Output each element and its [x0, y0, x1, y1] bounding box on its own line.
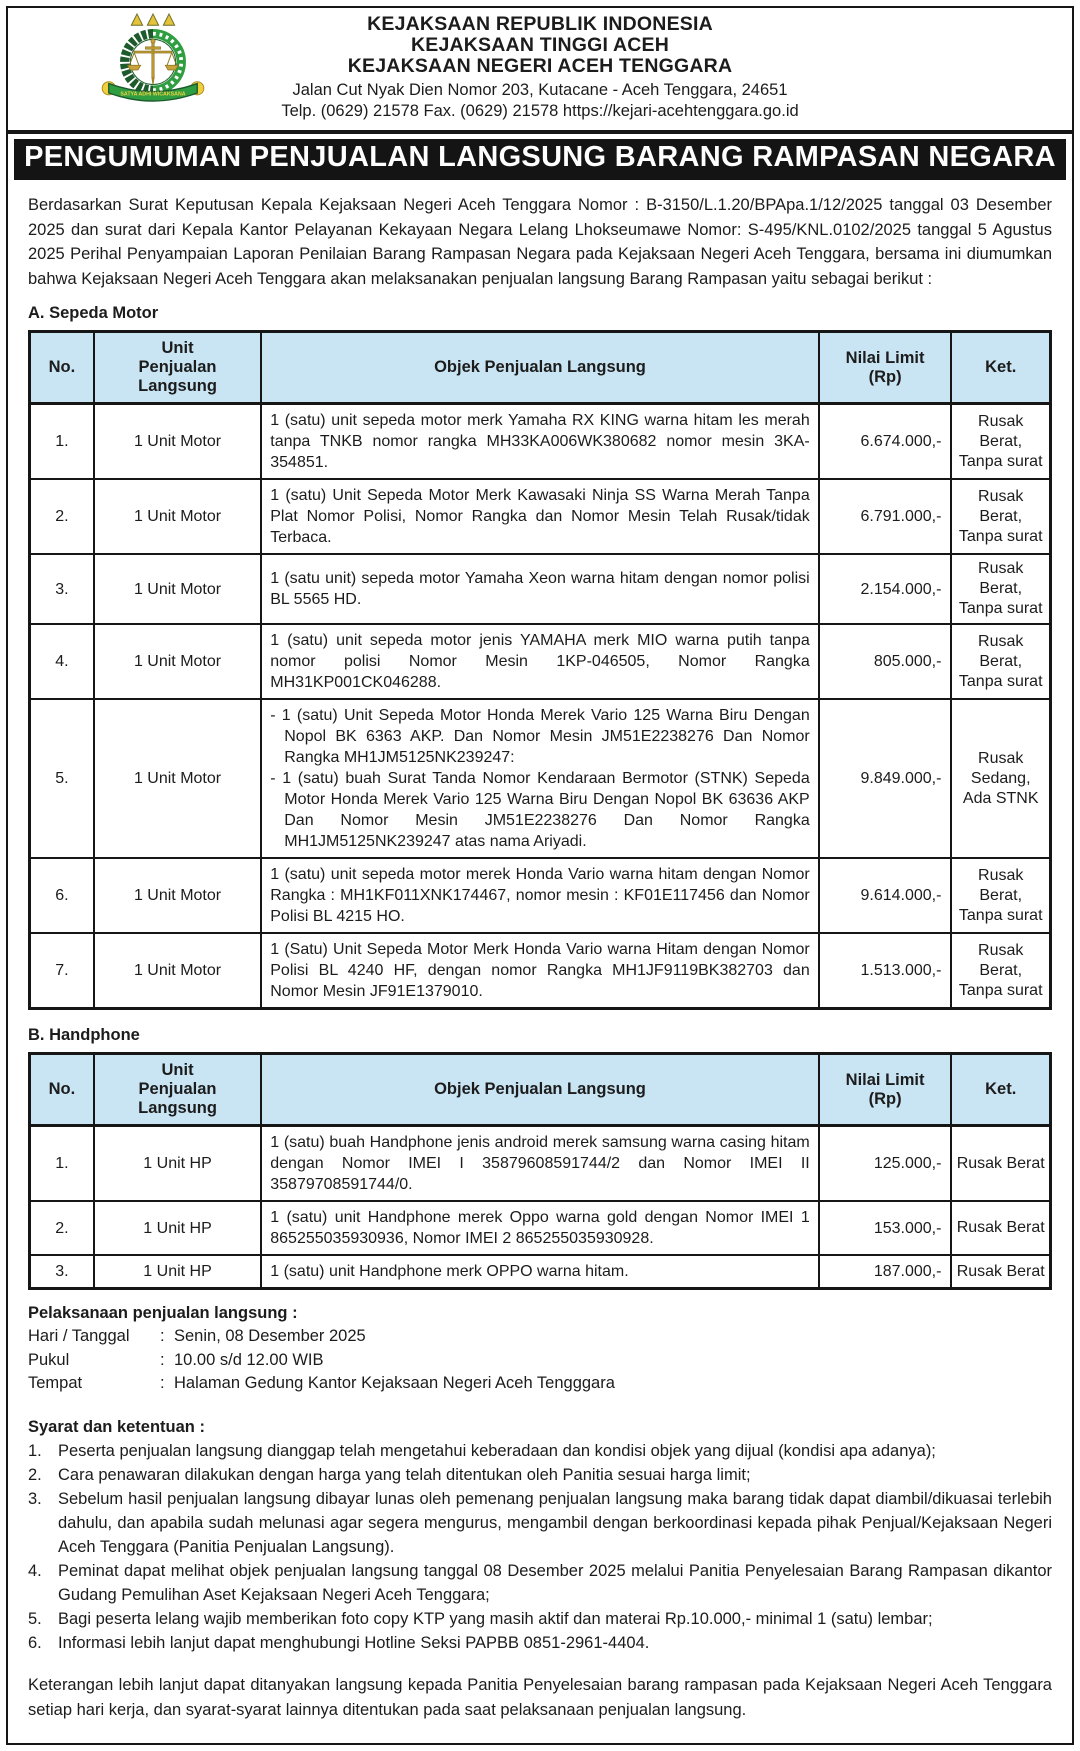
table-row	[30, 1255, 1051, 1289]
address-line: Jalan Cut Nyak Dien Nomor 203, Kutacane - Aceh Tenggara, 24651	[292, 81, 788, 99]
org-name-line3: KEJAKSAAN NEGERI ACEH TENGGARA	[347, 55, 733, 77]
schedule-label: Tempat	[28, 1374, 83, 1392]
cell-unit: 1 Unit Motor	[94, 933, 261, 1009]
terms-item	[28, 1439, 1052, 1463]
cell-nilai: 9.614.000,-	[819, 858, 952, 933]
terms-item	[28, 1487, 1052, 1559]
syarat-title: Syarat dan ketentuan :	[28, 1417, 205, 1436]
terms-item-number: 6.	[28, 1633, 42, 1652]
terms-item-number: 1.	[28, 1441, 42, 1460]
org-name-line2: KEJAKSAAN TINGGI ACEH	[410, 34, 670, 56]
cell-nilai: 125.000,-	[819, 1126, 952, 1202]
cell-ket: Rusak Berat, Tanpa surat	[951, 933, 1050, 1009]
cell-ket: Rusak Berat, Tanpa surat	[951, 404, 1050, 480]
cell-objek: 1 (satu) unit sepeda motor jenis YAMAHA merk MIO warna putih tanpa nomor polisi Nomor Mesin 1KP-046505, Nomor Rangka MH31KP001CK046288.	[261, 624, 818, 699]
table-row	[30, 699, 1051, 858]
schedule-separator: :	[160, 1350, 165, 1369]
cell-no: 1.	[30, 404, 94, 480]
terms-item	[28, 1607, 1052, 1631]
terms-item-text: Peserta penjualan langsung dianggap telah mengetahui keberadaan dan kondisi objek yang dijual (kondisi apa adanya);	[58, 1441, 936, 1460]
cell-unit: 1 Unit HP	[94, 1255, 261, 1289]
table-row	[30, 933, 1051, 1009]
cell-unit: 1 Unit Motor	[94, 624, 261, 699]
contact-line: Telp. (0629) 21578 Fax. (0629) 21578 https://kejari-acehtenggara.go.id	[281, 102, 799, 120]
announcement-page	[6, 6, 1074, 1745]
table-row	[30, 624, 1051, 699]
kejaksaan-logo	[94, 13, 212, 109]
col-ket: Ket.	[951, 1054, 1050, 1126]
cell-unit: 1 Unit Motor	[94, 699, 261, 858]
org-name-line1: KEJAKSAAN REPUBLIK INDONESIA	[367, 13, 713, 35]
terms-item-text: Sebelum hasil penjualan langsung dibayar lunas oleh pemenang penjualan langsung maka barang tidak dapat diambil/dikuasai terlebih dahulu, dan apabila sudah melunasi agar segera mengurus, mengambil dengan berkoordinasi kepada pihak Penjual/Kejaksaan Negeri Aceh Tenggara (Panitia Penjualan Langsung).	[58, 1489, 1052, 1556]
cell-unit: 1 Unit Motor	[94, 479, 261, 554]
cell-ket: Rusak Sedang, Ada STNK	[951, 699, 1050, 858]
schedule-label: Pukul	[28, 1350, 70, 1369]
cell-ket: Rusak Berat, Tanpa surat	[951, 554, 1050, 624]
cell-nilai: 1.513.000,-	[819, 933, 952, 1009]
cell-nilai: 6.674.000,-	[819, 404, 952, 480]
cell-objek: 1 (Satu) Unit Sepeda Motor Merk Honda Vario warna Hitam dengan Nomor Polisi BL 4240 HF, dengan nomor Rangka MH1JF9119BK382703 dan Nomor Mesin JF91E1379010.	[261, 933, 818, 1009]
terms-item-number: 3.	[28, 1489, 42, 1508]
col-no: No.	[30, 1054, 94, 1126]
cell-no: 7.	[30, 933, 94, 1009]
col-no: No.	[30, 332, 94, 404]
cell-no: 1.	[30, 1126, 94, 1202]
col-ket: Ket.	[951, 332, 1050, 404]
table-header-row	[30, 1054, 1051, 1126]
terms-item	[28, 1559, 1052, 1607]
letterhead	[8, 8, 1072, 134]
cell-nilai: 2.154.000,-	[819, 554, 952, 624]
cell-no: 3.	[30, 554, 94, 624]
col-objek: Objek Penjualan Langsung	[261, 332, 818, 404]
schedule-value: Halaman Gedung Kantor Kejaksaan Negeri Aceh Tengggara	[174, 1374, 615, 1392]
cell-objek: 1 (satu) unit sepeda motor merek Honda Vario warna hitam dengan Nomor Rangka : MH1KF011XNK174467, nomor mesin : KF01E117456 dan Nomor Polisi BL 4215 HO.	[261, 858, 818, 933]
cell-nilai: 9.849.000,-	[819, 699, 952, 858]
schedule-separator: :	[160, 1374, 165, 1392]
cell-objek: 1 (satu) unit Handphone merk OPPO warna hitam.	[261, 1255, 818, 1289]
cell-no: 3.	[30, 1255, 94, 1289]
cell-ket: Rusak Berat	[951, 1201, 1050, 1255]
col-unit: Unit Penjualan Langsung	[94, 332, 261, 404]
terms-list	[28, 1439, 1052, 1655]
terms-item-text: Cara penawaran dilakukan dengan harga yang telah ditentukan oleh Panitia sesuai harga limit;	[58, 1465, 751, 1484]
table-row	[30, 479, 1051, 554]
col-nilai: Nilai Limit (Rp)	[819, 1054, 952, 1126]
terms-item	[28, 1631, 1052, 1655]
cell-no: 4.	[30, 624, 94, 699]
table-row	[30, 858, 1051, 933]
terms-item-number: 2.	[28, 1465, 42, 1484]
cell-objek: 1 (satu) buah Handphone jenis android merek samsung warna casing hitam dengan Nomor IMEI I 35879608591744/2 dan Nomor IMEI II 35879708591744/0.	[261, 1126, 818, 1202]
section-a-title: A. Sepeda Motor	[28, 304, 159, 322]
logo-motto-text: SATYA ADHI WICAKSANA	[120, 91, 186, 98]
cell-nilai: 153.000,-	[819, 1201, 952, 1255]
terms-item-number: 5.	[28, 1609, 42, 1628]
terms-item-number: 4.	[28, 1561, 42, 1580]
col-nilai: Nilai Limit (Rp)	[819, 332, 952, 404]
terms-item	[28, 1463, 1052, 1487]
table-row	[30, 404, 1051, 480]
terms-item-text: Bagi peserta lelang wajib memberikan foto copy KTP yang masih aktif dan materai Rp.10.000,- minimal 1 (satu) lembar;	[58, 1609, 933, 1628]
cell-objek: 1 (satu) unit Handphone merek Oppo warna gold dengan Nomor IMEI 1 865255035930936, Nomor IMEI 2 865255035930928.	[261, 1201, 818, 1255]
schedule-row	[28, 1325, 1052, 1349]
cell-ket: Rusak Berat, Tanpa surat	[951, 624, 1050, 699]
closing-paragraph: Keterangan lebih lanjut dapat ditanyakan langsung kepada Panitia Penyelesaian barang rampasan pada Kejaksaan Negeri Aceh Tenggara setiap hari kerja, dan syarat-syarat lainnya ditentukan pada saat pelaksanaan penjualan langsung.	[28, 1675, 1052, 1719]
col-unit: Unit Penjualan Langsung	[94, 1054, 261, 1126]
schedule-separator: :	[160, 1327, 165, 1345]
cell-objek	[261, 699, 818, 858]
cell-unit: 1 Unit Motor	[94, 404, 261, 480]
schedule-row	[28, 1372, 1052, 1396]
cell-no: 2.	[30, 479, 94, 554]
pelaksanaan-title: Pelaksanaan penjualan langsung :	[28, 1304, 298, 1322]
cell-ket: Rusak Berat	[951, 1126, 1050, 1202]
table-row	[30, 554, 1051, 624]
schedule-label: Hari / Tanggal	[28, 1327, 130, 1345]
table-header-row	[30, 332, 1051, 404]
terms-item-text: Informasi lebih lanjut dapat menghubungi Hotline Seksi PAPBB 0851-2961-4404.	[58, 1633, 650, 1652]
handphone-table	[28, 1052, 1052, 1290]
cell-nilai: 805.000,-	[819, 624, 952, 699]
document-body	[8, 180, 1072, 1743]
table-row	[30, 1126, 1051, 1202]
motor-table	[28, 330, 1052, 1010]
cell-nilai: 187.000,-	[819, 1255, 952, 1289]
section-b-title: B. Handphone	[28, 1026, 140, 1044]
cell-unit: 1 Unit Motor	[94, 858, 261, 933]
page-title: PENGUMUMAN PENJUALAN LANGSUNG BARANG RAMPASAN NEGARA	[24, 141, 1056, 173]
cell-ket: Rusak Berat, Tanpa surat	[951, 858, 1050, 933]
cell-unit: 1 Unit HP	[94, 1126, 261, 1202]
terms-item-text: Peminat dapat melihat objek penjualan langsung tanggal 08 Desember 2025 melalui Panitia Penyelesaian Barang Rampasan dikantor Gudang Pemulihan Aset Kejaksaan Negeri Aceh Tenggara;	[58, 1561, 1052, 1604]
objek-bullet-line: - 1 (satu) Unit Sepeda Motor Honda Merek Vario 125 Warna Biru Dengan Nopol BK 6363 AKP. Dan Nomor Mesin JM51E2238276 Dan Nomor Rangka MH1JM5125NK239247:	[270, 707, 810, 766]
cell-objek: 1 (satu) Unit Sepeda Motor Merk Kawasaki Ninja SS Warna Merah Tanpa Plat Nomor Polisi, Nomor Rangka dan Nomor Mesin Telah Rusak/tidak Terbaca.	[261, 479, 818, 554]
cell-no: 6.	[30, 858, 94, 933]
cell-no: 5.	[30, 699, 94, 858]
title-banner	[14, 139, 1066, 180]
cell-ket: Rusak Berat	[951, 1255, 1050, 1289]
cell-ket: Rusak Berat, Tanpa surat	[951, 479, 1050, 554]
logo-trisula-icon	[131, 14, 174, 25]
table-row	[30, 1201, 1051, 1255]
objek-bullet-line: - 1 (satu) buah Surat Tanda Nomor Kendaraan Bermotor (STNK) Sepeda Motor Honda Merek Vario 125 Warna Biru Dengan Nopol BK 63636 AKP Dan Nomor Mesin JM51E2238276 Dan Nomor Rangka MH1JM5125NK239247 atas nama Ariyadi.	[270, 770, 810, 850]
col-objek: Objek Penjualan Langsung	[261, 1054, 818, 1126]
cell-no: 2.	[30, 1201, 94, 1255]
intro-paragraph: Berdasarkan Surat Keputusan Kepala Kejaksaan Negeri Aceh Tenggara Nomor : B-3150/L.1.20/BPApa.1/12/2025 tanggal 03 Desember 2025 dan surat dari Kepala Kantor Pelayanan Kekayaan Negara Lelang Lhokseumawe Nomor: S-495/KNL.0102/2025 tanggal 5 Agustus 2025 Perihal Penyampaian Laporan Penilaian Barang Rampasan Negara pada Kejaksaan Negeri Aceh Tenggara, bersama ini diumumkan bahwa Kejaksaan Negeri Aceh Tenggara akan melaksanakan penjualan langsung Barang Rampasan yaitu sebagai berikut :	[28, 196, 1052, 288]
cell-unit: 1 Unit Motor	[94, 554, 261, 624]
cell-objek: 1 (satu) unit sepeda motor merk Yamaha RX KING warna hitam les merah tanpa TNKB nomor rangka MH33KA006WK380682 nomor mesin 3KA-354851.	[261, 404, 818, 480]
schedule-value: 10.00 s/d 12.00 WIB	[174, 1350, 324, 1369]
schedule-row	[28, 1349, 1052, 1373]
cell-unit: 1 Unit HP	[94, 1201, 261, 1255]
schedule-value: Senin, 08 Desember 2025	[174, 1327, 366, 1345]
cell-nilai: 6.791.000,-	[819, 479, 952, 554]
schedule-block	[28, 1325, 1052, 1396]
cell-objek: 1 (satu unit) sepeda motor Yamaha Xeon warna hitam dengan nomor polisi BL 5565 HD.	[261, 554, 818, 624]
